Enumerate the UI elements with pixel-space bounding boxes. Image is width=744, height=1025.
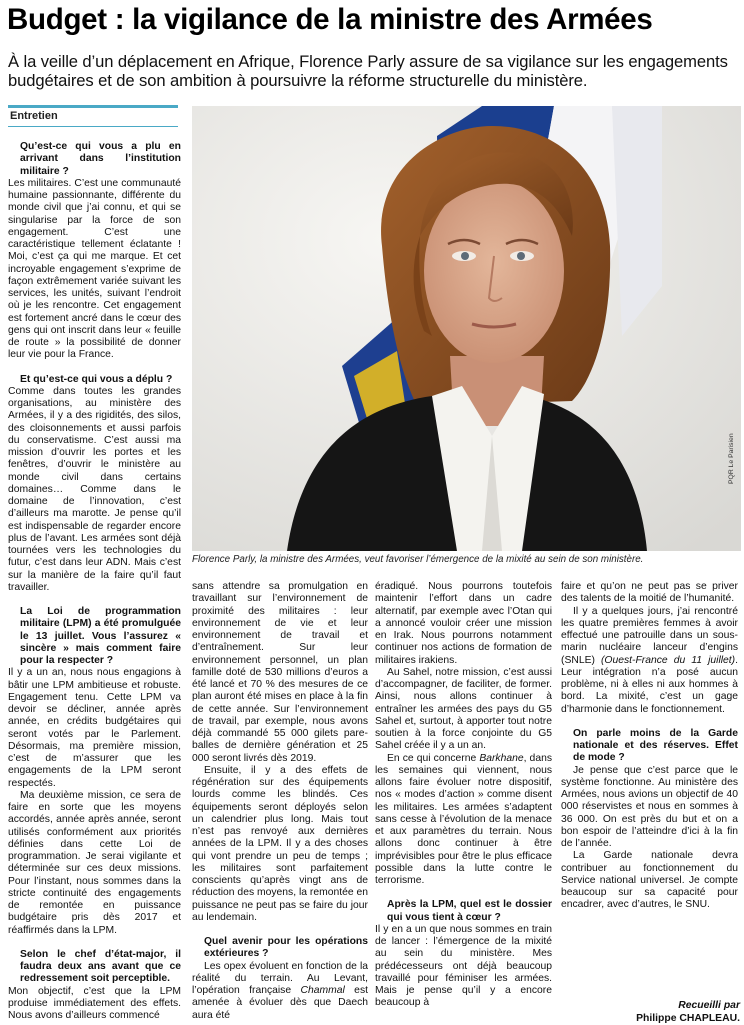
- byline-intro: Recueilli par: [560, 1000, 740, 1013]
- answer-3a: Il y a un an, nous nous engagions à bâtir une LPM ambitieuse et robuste. Engagement tenu. Cette LPM va devoir se décliner, année après année, en crédits budgétaires qui seront votés par le Parlement. Désormais, ma première mission, c’est de m’assurer que les engagements de la LPM seront respectés.: [8, 667, 181, 790]
- col4-paragraph-2: [561, 606, 738, 716]
- col4-paragraph-4: La Garde nationale devra contribuer au fonctionnement du Service national universel. Je compte beaucoup sur sa capacité pour encadrer, avec d’autres, le SNU.: [561, 850, 738, 911]
- standfirst: À la veille d’un déplacement en Afrique, Florence Parly assure de sa vigilance sur les engagements budgétaires et de son ambition à poursuivre la réforme structurelle du ministère.: [8, 52, 738, 91]
- col4-p2-end: . Leur intégration n’a posé aucun problème, ni à elles ni aux hommes à bord. La mixité, c’est un gage d’harmonie dans le fonctionnement.: [561, 655, 738, 715]
- question-6: Après la LPM, quel est le dossier qui vous tient à cœur ?: [375, 899, 552, 924]
- col4-p2-start: Il y a quelques jours, j’ai rencontré les quatre premières femmes à avoir effectué une patrouille dans un sous-marin nucléaire lanceur d’engins (SNLE): [561, 606, 738, 666]
- headline: Budget : la vigilance de la ministre des Armées: [7, 4, 739, 36]
- article-column-4: [561, 581, 738, 912]
- col2-paragraph-3: [192, 961, 368, 1022]
- answer-2: Comme dans toutes les grandes organisations, au ministère des Armées, il y a des rigidités, des silos, des cloisonnements et aussi parfois du conservatisme. C’est aussi ma mission d’ouvrir les portes et les fenêtres, d’ouvrir le ministère au monde civil dans certains domaines… Comme dans le domaine de l’innovation, c’est d’ailleurs ma marotte. Je pense qu’il est indispensable de regarder encore plus de l’avant. Les armées sont déjà tournées vers les technologies du futur, c’est dans leur ADN. Mais c’est sur la manière de la faire qu’il faut travailler.: [8, 386, 181, 594]
- col3-p3-start: En ce qui concerne: [387, 753, 479, 764]
- article-column-1: [8, 141, 181, 1022]
- col2-p3-start: Les opex évoluent en fonction de la réalité du terrain. Au Levant, l’opération française: [192, 961, 368, 997]
- col3-paragraph-4: Il y en a un que nous sommes en train de lancer : l’émergence de la mixité au sein du ministère. Mes prédécesseurs ont déjà beaucoup travaillé pour féminiser les armées. Mais je pense qu’il y a encore beaucoup à: [375, 924, 552, 1010]
- question-7: On parle moins de la Garde nationale et des réserves. Effet de mode ?: [561, 728, 738, 765]
- question-5: Quel avenir pour les opérations extérieures ?: [192, 936, 368, 961]
- section-rubric: [8, 105, 178, 127]
- question-4: Selon le chef d’état-major, il faudra deux ans avant que ce redressement soit perceptible.: [8, 949, 181, 986]
- answer-4: Mon objectif, c’est que la LPM produise immédiatement des effets. Nous avons d’ailleurs commencé: [8, 986, 181, 1023]
- col4-p2-italic: (Ouest-France du 11 juillet): [601, 655, 735, 666]
- portrait-illustration: [192, 106, 741, 551]
- answer-1: Les militaires. C’est une communauté humaine passionnante, différente du monde civil que j’ai connu, et qui se singularise par la force de son engagement. C’est une caractéristique tellement éclatante ! Moi, c’est ça qui me marque. Et cet incroyable engagement s’exprime de façon extrêmement variée suivant les services, les unités, suivant l’endroit où je les rencontre. Cet engagement est fortement ancré dans le cœur des gens qui ont inscrit dans leur « feuille de route » la possibilité de donner leur vie pour la France.: [8, 178, 181, 362]
- question-2: Et qu’est-ce qui vous a déplu ?: [8, 374, 181, 386]
- col3-p3-italic: Barkhane: [479, 753, 523, 764]
- article-column-2: [192, 581, 368, 1022]
- col2-p3-italic: Chammal: [301, 985, 345, 996]
- rubric-label: Entretien: [10, 110, 58, 122]
- answer-3b: Ma deuxième mission, ce sera de faire en sorte que les moyens accordés, année après année, seront utilisés conformément aux priorités définies dans cette Loi de programmation. Je serai vigilante et déterminée sur ces deux missions. Pour l’instant, nous sommes dans la stricte continuité des engagements de remontée en puissance budgétaire pris dès 2017 et réaffirmés dans la LPM.: [8, 790, 181, 937]
- portrait-photo: [192, 106, 741, 551]
- photo-credit: PQR Le Parisien: [728, 433, 735, 484]
- photo-caption: Florence Parly, la ministre des Armées, veut favoriser l’émergence de la mixité au sein de son ministère.: [192, 554, 741, 566]
- col4-paragraph-3: Je pense que c’est parce que le système fonctionne. Au ministère des Armées, nous avions un objectif de 40 000 réservistes et nous en sommes à 36 000. On est près du but et on a bon espoir de l’atteindre d’ici à la fin de l’année.: [561, 765, 738, 851]
- col3-p3-end: , dans les semaines qui viennent, nous allons faire évoluer notre dispositif, nos « modes d’action » comme disent les militaires. Les armées s’adaptent sans cesse à l’évolution de la menace et aux paramètres du terrain. Nous allons donc continuer à être imprévisibles pour être le plus efficace possible dans la lutte contre le terrorisme.: [375, 753, 552, 887]
- question-1: Qu’est-ce qui vous a plu en arrivant dans l’institution militaire ?: [8, 141, 181, 178]
- byline-author: Philippe CHAPLEAU.: [560, 1013, 740, 1025]
- question-3: La Loi de programmation militaire (LPM) a été promulguée le 13 juillet. Vous l’assurez « sincère » mais comment faire pour la respecter ?: [8, 606, 181, 667]
- col3-paragraph-2: Au Sahel, notre mission, c’est aussi d’accompagner, de faciliter, de former. Ainsi, nous allons continuer à entraîner les armées des pays du G5 Sahel et, surtout, à apporter tout notre soutien à la force conjointe du G5 Sahel créée il y a un an.: [375, 667, 552, 753]
- col2-p3-end: est amenée à évoluer dès que Daech aura été: [192, 985, 368, 1021]
- col3-paragraph-1: éradiqué. Nous pourrons toutefois maintenir l’effort dans un cadre alternatif, par exemple avec l’Otan qui a annoncé vouloir créer une mission en Irak. Nous pourrons notamment continuer nos actions de formation de militaires irakiens.: [375, 581, 552, 667]
- byline: [560, 1000, 740, 1025]
- col2-paragraph-2: Ensuite, il y a des effets de régénération sur des équipements lourds comme les blindés. Ces équipements seront déployés selon un calendrier plus long. Mais tout n’est pas renvoyé aux dernières années de la LPM. Il y a des choses qui vont prendre un peu de temps ; les militaires sont parfaitement conscients qu’après vingt ans de réduction des moyens, la remontée en puissance ne peut pas se faire du jour au lendemain.: [192, 765, 368, 924]
- col4-paragraph-1: faire et qu’on ne peut pas se priver des talents de la moitié de l’humanité.: [561, 581, 738, 606]
- article-column-3: [375, 581, 552, 1010]
- col2-paragraph-1: sans attendre sa promulgation en travaillant sur l’environnement de proximité des militaires : leur environnement de vie et leur environnement de travail et d’entraînement. Sur leur environnement personnel, un plan famille doté de 530 millions d’euros a été lancé et 70 % des mesures de ce plan auront été mises en place à la fin de cette année. Sur l’environnement de travail, par exemple, nous avons déjà commandé 55 000 gilets pare-balles de dernière génération et 25 000 seront livrés dès 2019.: [192, 581, 368, 765]
- col3-paragraph-3: [375, 753, 552, 888]
